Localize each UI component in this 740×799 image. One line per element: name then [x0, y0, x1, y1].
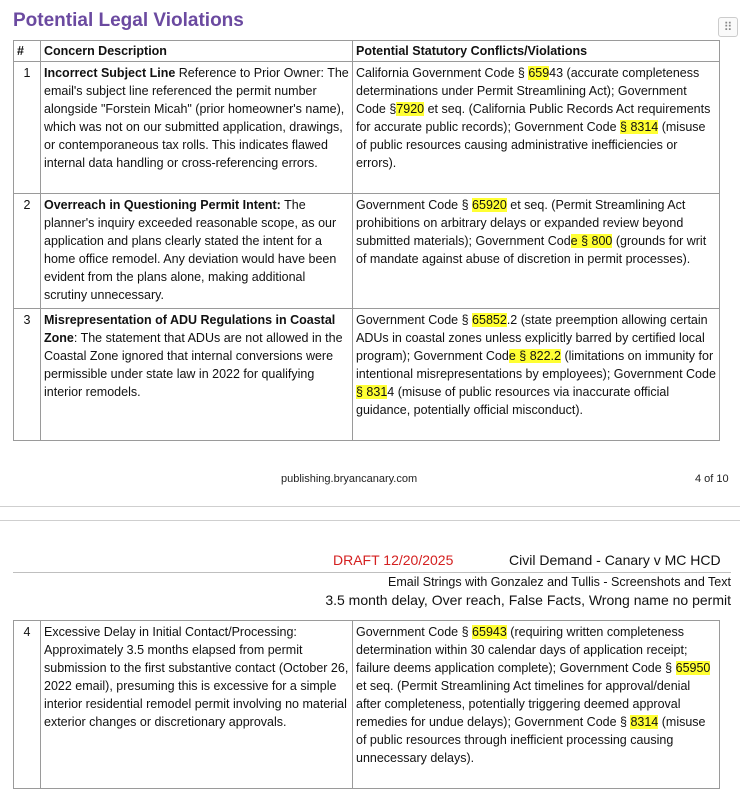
header-num: # — [14, 41, 41, 62]
law-cell — [353, 62, 720, 194]
table-row — [14, 621, 720, 789]
table-row — [14, 62, 720, 194]
highlighted-citation: 7920 — [396, 102, 425, 116]
highlighted-citation: 8314 — [630, 715, 659, 729]
draft-date: DRAFT 12/20/2025 — [333, 552, 454, 568]
table-row — [14, 309, 720, 441]
concern-text: The planner's inquiry exceeded reasonable scope, as our application and plans clearly stated the intent for a home office remodel. Any deviation would have been evident from the plans alone, making additional scrutiny unnecessary. — [44, 198, 337, 302]
highlighted-citation: § 831 — [356, 385, 388, 399]
concern-cell — [41, 62, 353, 194]
law-text: 4 (misuse of public resources via inaccurate official guidance, potentially official misconduct). — [356, 385, 670, 417]
law-text: et seq. (California Public Records Act requirements for accurate public records); Government Code — [356, 102, 711, 134]
table-row — [14, 194, 720, 309]
law-cell — [353, 194, 720, 309]
row-number: 3 — [14, 309, 41, 441]
drag-handle-icon[interactable]: ⠿ — [718, 17, 738, 37]
law-text: Government Code § — [356, 313, 473, 327]
law-cell — [353, 309, 720, 441]
concern-cell: Excessive Delay in Initial Contact/Processing: Approximately 3.5 months elapsed from permit submission to the first substantive contact (October 26, 2022 email), presuming this is excessive for a simple interior residential remodel permit involving no material exterior changes or discretionary approvals. — [41, 621, 353, 789]
concern-cell — [41, 194, 353, 309]
highlighted-citation: § 8314 — [620, 120, 659, 134]
law-text: Government Code § — [356, 625, 473, 639]
concern-title: Overreach in Questioning Permit Intent: — [44, 198, 281, 212]
law-text: Government Code § — [356, 198, 473, 212]
table-header-row — [14, 41, 720, 62]
law-text: 43 (accurate completeness determinations under Permit Streamlining Act); Government Code § — [356, 66, 700, 116]
page-break-divider — [0, 506, 740, 507]
concern-text: Reference to Prior Owner: The email's subject line referenced the permit number alongside "Forstein Micah" (prior homeowner's name), which was not on our submitted application, drawings, or contemporaneous tax rolls. This indicates flawed internal data handling or cross-referencing errors. — [44, 66, 349, 170]
document-title: Civil Demand - Canary v MC HCD — [509, 552, 721, 568]
highlighted-citation: 65852 — [472, 313, 507, 327]
law-text: (misuse of public resources through inefficient processing causing unnecessary delays). — [356, 715, 706, 765]
highlighted-citation: 65920 — [472, 198, 507, 212]
header-subtitle-issues: 3.5 month delay, Over reach, False Facts, Wrong name no permit — [325, 592, 731, 608]
row-number: 2 — [14, 194, 41, 309]
law-text: et seq. (Permit Streamlining Act timelines for approval/denial after completeness, potentially triggering deemed approval remedies for undue delays); Government Code § — [356, 679, 691, 729]
row-number: 1 — [14, 62, 41, 194]
page-break-divider — [0, 520, 740, 521]
law-text: (limitations on immunity for intentional misrepresentations by employees); Government Code — [356, 349, 716, 381]
highlighted-citation: 659 — [528, 66, 550, 80]
footer-page-number: 4 of 10 — [695, 473, 729, 485]
row-number: 4 — [14, 621, 41, 789]
concern-text: : The statement that ADUs are not allowed in the Coastal Zone ignored that internal conversions were permissible under state law in 2022 for qualifying interior remodels. — [44, 331, 343, 399]
violations-table-continued — [13, 620, 720, 789]
law-text: (misuse of public resources causing administrative inefficiencies or errors). — [356, 120, 706, 170]
concern-cell — [41, 309, 353, 441]
law-text: (requiring written completeness determination within 30 calendar days of application receipt; failure deems application complete); Government Code § — [356, 625, 688, 675]
highlighted-citation: 65943 — [472, 625, 507, 639]
header-concern: Concern Description — [41, 41, 353, 62]
law-text: et seq. (Permit Streamlining Act prohibitions on arbitrary delays or expanded review beyond submitted materials); Government Cod — [356, 198, 686, 248]
highlighted-citation: e § 800 — [570, 234, 613, 248]
law-text: .2 (state preemption allowing certain ADUs in coastal zones unless explicitly barred by certified local program); Government Cod — [356, 313, 708, 363]
highlighted-citation: e § 822.2 — [508, 349, 561, 363]
header-subtitle: Email Strings with Gonzalez and Tullis - Screenshots and Text — [388, 575, 731, 589]
header-rule — [13, 572, 731, 573]
page-title: Potential Legal Violations — [13, 10, 244, 31]
law-text: California Government Code § — [356, 66, 529, 80]
header-law: Potential Statutory Conflicts/Violations — [353, 41, 720, 62]
concern-title: Misrepresentation of ADU Regulations in Coastal Zone — [44, 313, 336, 345]
law-cell — [353, 621, 720, 789]
concern-title: Incorrect Subject Line — [44, 66, 176, 80]
highlighted-citation: 65950 — [675, 661, 711, 675]
violations-table — [13, 40, 720, 441]
footer-url: publishing.bryancanary.com — [281, 473, 418, 485]
law-text: (grounds for writ of mandate against abuse of discretion in permit processes). — [356, 234, 707, 266]
